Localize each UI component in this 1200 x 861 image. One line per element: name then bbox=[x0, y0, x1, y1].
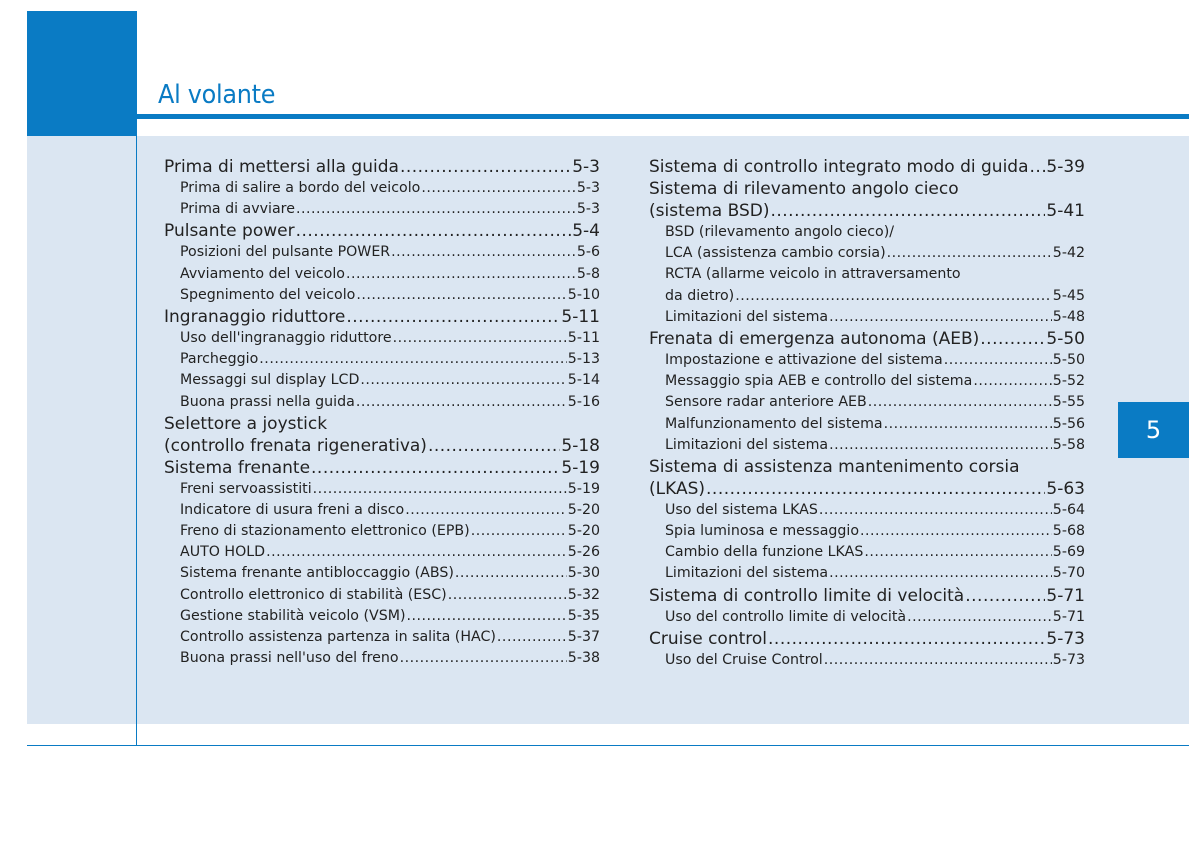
dot-leader bbox=[400, 156, 571, 178]
toc-entry-page: 5-73 bbox=[1052, 651, 1085, 668]
toc-subsection-entry[interactable] bbox=[649, 243, 1085, 264]
dot-leader bbox=[824, 650, 1052, 671]
toc-subsection-entry[interactable] bbox=[164, 648, 600, 669]
dot-leader bbox=[448, 585, 567, 606]
dot-leader bbox=[266, 542, 567, 563]
dot-leader bbox=[360, 370, 566, 391]
toc-entry-page: 5-3 bbox=[576, 201, 600, 218]
dot-leader bbox=[393, 328, 567, 349]
toc-entry-title: Prima di mettersi alla guida bbox=[164, 157, 399, 177]
toc-entry-page: 5-6 bbox=[576, 244, 600, 261]
dot-leader bbox=[296, 220, 572, 242]
toc-entry-title: Sistema frenante antibloccaggio (ABS) bbox=[180, 565, 454, 582]
dot-leader bbox=[497, 627, 567, 648]
toc-subsection-entry[interactable] bbox=[164, 349, 600, 370]
toc-subsection-entry[interactable] bbox=[164, 542, 600, 563]
toc-entry-title: Buona prassi nella guida bbox=[180, 393, 355, 410]
toc-entry-page: 5-3 bbox=[576, 180, 600, 196]
toc-entry-title: Buona prassi nell'uso del freno bbox=[180, 650, 399, 667]
dot-leader bbox=[768, 628, 1045, 650]
corner-color-block bbox=[27, 11, 137, 136]
toc-entry-page: 5-32 bbox=[567, 586, 600, 603]
dot-leader bbox=[296, 199, 576, 220]
dot-leader bbox=[864, 542, 1051, 563]
toc-entry-title: Messaggi sul display LCD bbox=[180, 372, 360, 389]
toc-section-entry[interactable] bbox=[164, 457, 600, 479]
toc-entry-page: 5-63 bbox=[1046, 478, 1085, 499]
dot-leader bbox=[944, 350, 1052, 371]
toc-entry-page: 5-18 bbox=[561, 435, 600, 456]
toc-section-entry[interactable] bbox=[164, 435, 600, 457]
toc-entry-page: 5-35 bbox=[567, 607, 600, 624]
toc-entry-title: Frenata di emergenza autonoma (AEB) bbox=[649, 328, 980, 349]
toc-subsection-entry[interactable] bbox=[164, 563, 600, 584]
toc-subsection-entry[interactable] bbox=[164, 500, 600, 521]
toc-entry-title: Uso del Cruise Control bbox=[665, 651, 823, 668]
toc-entry-title: Controllo elettronico di stabilità (ESC) bbox=[180, 586, 447, 603]
dot-leader bbox=[829, 435, 1052, 456]
toc-subsection-entry[interactable] bbox=[164, 285, 600, 306]
title-rule bbox=[137, 114, 1189, 119]
toc-subsection-entry[interactable] bbox=[649, 307, 1085, 328]
dot-leader bbox=[400, 648, 567, 669]
toc-entry-title: LCA (assistenza cambio corsia) bbox=[665, 245, 886, 262]
toc-entry-title: Freno di stazionamento elettronico (EPB) bbox=[180, 523, 470, 540]
toc-entry-title: (controllo frenata rigenerativa) bbox=[164, 435, 427, 456]
bottom-rule bbox=[27, 745, 1189, 746]
toc-entry-page: 5-11 bbox=[561, 306, 600, 327]
toc-entry-page: 5-48 bbox=[1052, 308, 1085, 325]
toc-entry-title-line[interactable]: Selettore a joystick bbox=[164, 413, 328, 434]
toc-entry-title: (sistema BSD) bbox=[649, 201, 770, 221]
page-title: Al volante bbox=[158, 80, 276, 110]
toc-entry-page: 5-8 bbox=[576, 265, 600, 282]
toc-entry-page: 5-4 bbox=[572, 221, 600, 242]
toc-subsection-entry[interactable] bbox=[164, 479, 600, 500]
dot-leader bbox=[421, 178, 575, 199]
toc-entry-page: 5-14 bbox=[567, 372, 600, 389]
toc-section-entry[interactable] bbox=[649, 328, 1085, 350]
toc-entry-page: 5-19 bbox=[567, 480, 600, 497]
toc-subsection-entry[interactable] bbox=[164, 242, 600, 263]
toc-entry-page: 5-16 bbox=[567, 393, 600, 410]
toc-entry-title: Pulsante power bbox=[164, 221, 295, 242]
toc-subsection-entry[interactable] bbox=[649, 521, 1085, 542]
toc-entry-page: 5-30 bbox=[567, 565, 600, 582]
dot-leader bbox=[471, 521, 567, 542]
dot-leader bbox=[356, 285, 566, 306]
dot-leader bbox=[770, 200, 1045, 222]
toc-entry-title-line[interactable]: Sistema di rilevamento angolo cieco bbox=[649, 179, 959, 199]
toc-entry-page: 5-50 bbox=[1046, 328, 1085, 349]
toc-entry-page: 5-71 bbox=[1052, 608, 1085, 625]
dot-leader bbox=[735, 286, 1052, 307]
toc-subsection-entry[interactable] bbox=[649, 371, 1085, 392]
toc-entry-title: Gestione stabilità veicolo (VSM) bbox=[180, 607, 406, 624]
dot-leader bbox=[706, 478, 1045, 500]
toc-entry-title: Parcheggio bbox=[180, 351, 259, 368]
toc-section-entry[interactable] bbox=[649, 585, 1085, 607]
toc-subsection-entry[interactable] bbox=[164, 521, 600, 542]
toc-entry-title: Messaggio spia AEB e controllo del sistema bbox=[665, 373, 973, 390]
dot-leader bbox=[884, 414, 1052, 435]
toc-entry-title: Freni servoassistiti bbox=[180, 480, 312, 497]
toc-entry-title: Uso dell'ingranaggio riduttore bbox=[180, 329, 392, 346]
toc-entry-page: 5-26 bbox=[567, 544, 600, 561]
toc-entry-page: 5-38 bbox=[567, 650, 600, 667]
toc-entry-title: Spia luminosa e messaggio bbox=[665, 523, 860, 540]
toc-entry-title-line[interactable]: RCTA (allarme veicolo in attraversamento bbox=[665, 266, 961, 283]
toc-subsection-entry[interactable] bbox=[649, 650, 1085, 671]
dot-leader bbox=[907, 607, 1052, 628]
dot-leader bbox=[973, 371, 1051, 392]
toc-subsection-entry[interactable] bbox=[649, 563, 1085, 584]
toc-entry-title: Ingranaggio riduttore bbox=[164, 306, 346, 327]
dot-leader bbox=[346, 264, 576, 285]
margin-rule bbox=[136, 136, 137, 746]
toc-entry-title: Indicatore di usura freni a disco bbox=[180, 501, 405, 518]
toc-subsection-entry[interactable] bbox=[649, 392, 1085, 413]
toc-section-entry[interactable] bbox=[649, 628, 1085, 650]
dot-leader bbox=[259, 349, 567, 370]
dot-leader bbox=[313, 479, 567, 500]
toc-entry-title: Uso del sistema LKAS bbox=[665, 501, 818, 518]
dot-leader bbox=[356, 392, 567, 413]
toc-entry-page: 5-41 bbox=[1046, 201, 1085, 221]
toc-entry-page: 5-71 bbox=[1046, 585, 1085, 606]
toc-entry-title: Posizioni del pulsante POWER bbox=[180, 244, 391, 261]
toc-entry-title: Sistema di controllo limite di velocità bbox=[649, 585, 965, 606]
toc-entry-page: 5-19 bbox=[561, 457, 600, 478]
toc-entry-title: Malfunzionamento del sistema bbox=[665, 415, 883, 432]
toc-entry-title: Uso del controllo limite di velocità bbox=[665, 608, 907, 625]
toc-entry-title: da dietro) bbox=[665, 287, 735, 304]
dot-leader bbox=[887, 243, 1052, 264]
dot-leader bbox=[455, 563, 567, 584]
toc-entry-title: Limitazioni del sistema bbox=[665, 436, 829, 453]
toc-section-entry[interactable] bbox=[649, 200, 1085, 222]
toc-subsection-entry[interactable] bbox=[164, 627, 600, 648]
toc-entry-page: 5-42 bbox=[1052, 245, 1085, 262]
toc-entry-title: Prima di avviare bbox=[180, 201, 295, 218]
toc-subsection-entry[interactable] bbox=[649, 607, 1085, 628]
dot-leader bbox=[980, 328, 1045, 350]
toc-entry-title: (LKAS) bbox=[649, 478, 706, 499]
toc-entry-page: 5-52 bbox=[1052, 373, 1085, 390]
toc-entry-title: Sistema frenante bbox=[164, 457, 311, 478]
toc-entry-page: 5-20 bbox=[567, 523, 600, 540]
dot-leader bbox=[829, 307, 1052, 328]
dot-leader bbox=[819, 500, 1052, 521]
toc-entry-title: Cruise control bbox=[649, 628, 768, 649]
toc-entry-page: 5-45 bbox=[1052, 287, 1085, 304]
toc-right-column bbox=[649, 156, 1085, 671]
toc-subsection-entry[interactable] bbox=[649, 500, 1085, 521]
dot-leader bbox=[311, 457, 560, 479]
toc-subsection-entry[interactable] bbox=[164, 328, 600, 349]
toc-entry-title: Limitazioni del sistema bbox=[665, 308, 829, 325]
dot-leader bbox=[406, 606, 566, 627]
toc-subsection-entry[interactable] bbox=[649, 414, 1085, 435]
dot-leader bbox=[868, 392, 1052, 413]
toc-entry-title: Cambio della funzione LKAS bbox=[665, 544, 864, 561]
toc-entry-page: 5-37 bbox=[567, 629, 600, 645]
toc-entry-title: Limitazioni del sistema bbox=[665, 565, 829, 582]
dot-leader bbox=[346, 306, 560, 328]
toc-entry-page: 5-3 bbox=[572, 157, 600, 177]
toc-entry-page: 5-50 bbox=[1052, 351, 1085, 368]
toc-section-entry[interactable] bbox=[164, 156, 600, 178]
toc-entry-title: Sistema di controllo integrato modo di guida bbox=[649, 157, 1029, 177]
toc-entry-page: 5-11 bbox=[567, 329, 600, 346]
dot-leader bbox=[860, 521, 1052, 542]
toc-subsection-entry[interactable] bbox=[649, 435, 1085, 456]
toc-entry-page: 5-64 bbox=[1052, 501, 1085, 518]
toc-entry-title: Impostazione e attivazione del sistema bbox=[665, 351, 943, 368]
toc-entry-title: AUTO HOLD bbox=[180, 544, 266, 561]
toc-entry-page: 5-70 bbox=[1052, 565, 1085, 582]
toc-left-column bbox=[164, 156, 600, 669]
dot-leader bbox=[428, 435, 560, 457]
toc-entry-page: 5-73 bbox=[1046, 628, 1085, 649]
toc-entry-page: 5-20 bbox=[567, 501, 600, 518]
dot-leader bbox=[829, 563, 1052, 584]
toc-entry-page: 5-56 bbox=[1052, 415, 1085, 432]
toc-entry-title: Controllo assistenza partenza in salita (HAC) bbox=[180, 629, 496, 645]
toc-entry-page: 5-58 bbox=[1052, 436, 1085, 453]
toc-entry-page: 5-10 bbox=[567, 286, 600, 303]
toc-entry-page: 5-55 bbox=[1052, 394, 1085, 411]
toc-section-entry[interactable] bbox=[649, 156, 1085, 178]
toc-subsection-entry[interactable] bbox=[164, 606, 600, 627]
toc-subsection-entry[interactable] bbox=[164, 178, 600, 199]
toc-entry-page: 5-68 bbox=[1052, 523, 1085, 540]
toc-entry-title-line[interactable]: BSD (rilevamento angolo cieco)/ bbox=[665, 224, 895, 240]
toc-subsection-entry[interactable] bbox=[164, 370, 600, 391]
toc-subsection-entry[interactable] bbox=[164, 585, 600, 606]
toc-entry-title: Prima di salire a bordo del veicolo bbox=[180, 180, 421, 196]
toc-entry-title: Avviamento del veicolo bbox=[180, 265, 345, 282]
toc-subsection-entry[interactable] bbox=[649, 350, 1085, 371]
toc-subsection-entry[interactable] bbox=[164, 199, 600, 220]
dot-leader bbox=[405, 500, 567, 521]
toc-subsection-entry[interactable] bbox=[164, 392, 600, 413]
dot-leader bbox=[965, 585, 1045, 607]
toc-section-entry[interactable] bbox=[164, 306, 600, 328]
toc-entry-title-line[interactable]: Sistema di assistenza mantenimento corsia bbox=[649, 456, 1020, 477]
toc-entry-title: Sensore radar anteriore AEB bbox=[665, 394, 867, 411]
toc-section-entry[interactable] bbox=[649, 478, 1085, 500]
dot-leader bbox=[391, 242, 576, 263]
toc-entry-page: 5-13 bbox=[567, 351, 600, 368]
toc-entry-title: Spegnimento del veicolo bbox=[180, 286, 356, 303]
toc-section-entry[interactable] bbox=[164, 220, 600, 242]
chapter-tab: 5 bbox=[1118, 402, 1189, 458]
toc-subsection-entry[interactable] bbox=[164, 264, 600, 285]
dot-leader bbox=[1030, 156, 1046, 178]
toc-subsection-entry[interactable] bbox=[649, 286, 1085, 307]
toc-entry-page: 5-39 bbox=[1046, 157, 1085, 177]
toc-entry-page: 5-69 bbox=[1052, 544, 1085, 561]
toc-subsection-entry[interactable] bbox=[649, 542, 1085, 563]
